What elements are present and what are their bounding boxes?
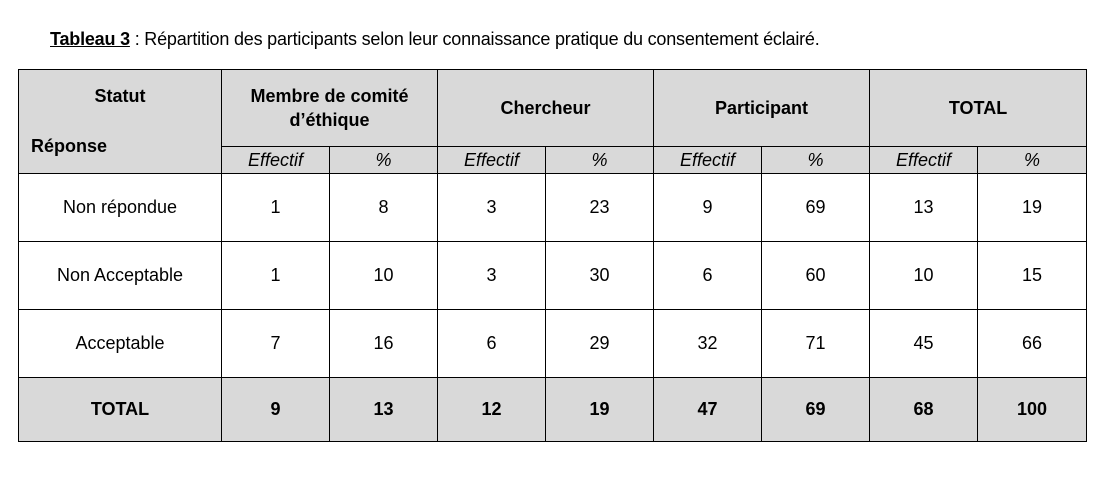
table-cell: 6 bbox=[654, 242, 762, 310]
table-caption-label: Tableau 3 bbox=[50, 29, 130, 49]
total-cell: 68 bbox=[870, 378, 978, 442]
table-cell: 1 bbox=[222, 242, 330, 310]
corner-reponse-label: Réponse bbox=[31, 136, 108, 156]
table-cell: 3 bbox=[438, 242, 546, 310]
table-cell: 19 bbox=[978, 174, 1087, 242]
table-cell: 8 bbox=[330, 174, 438, 242]
table-cell: 60 bbox=[762, 242, 870, 310]
table-cell: 29 bbox=[546, 310, 654, 378]
table-cell: 13 bbox=[870, 174, 978, 242]
subheader-percent: % bbox=[762, 147, 870, 174]
table-cell: 10 bbox=[870, 242, 978, 310]
subheader-percent: % bbox=[330, 147, 438, 174]
total-cell: 12 bbox=[438, 378, 546, 442]
table-row bbox=[19, 242, 1087, 310]
group-header-chercheur: Chercheur bbox=[438, 70, 654, 147]
table-cell: 23 bbox=[546, 174, 654, 242]
table-caption bbox=[50, 29, 820, 50]
subheader-percent: % bbox=[546, 147, 654, 174]
total-cell: 19 bbox=[546, 378, 654, 442]
table-cell: 1 bbox=[222, 174, 330, 242]
table-cell: 7 bbox=[222, 310, 330, 378]
table-row bbox=[19, 174, 1087, 242]
table-cell: 3 bbox=[438, 174, 546, 242]
corner-statut-label: Statut bbox=[94, 86, 146, 106]
subheader-effectif: Effectif bbox=[654, 147, 762, 174]
total-row-label: TOTAL bbox=[19, 378, 222, 442]
table-cell: 15 bbox=[978, 242, 1087, 310]
row-label: Non répondue bbox=[19, 174, 222, 242]
table-cell: 10 bbox=[330, 242, 438, 310]
table-cell: 66 bbox=[978, 310, 1087, 378]
table-cell: 30 bbox=[546, 242, 654, 310]
row-label: Non Acceptable bbox=[19, 242, 222, 310]
total-row bbox=[19, 378, 1087, 442]
total-cell: 9 bbox=[222, 378, 330, 442]
subheader-effectif: Effectif bbox=[438, 147, 546, 174]
total-cell: 47 bbox=[654, 378, 762, 442]
corner-header-cell bbox=[19, 70, 222, 174]
subheader-effectif: Effectif bbox=[222, 147, 330, 174]
row-label: Acceptable bbox=[19, 310, 222, 378]
table-row bbox=[19, 310, 1087, 378]
table-cell: 71 bbox=[762, 310, 870, 378]
total-cell: 100 bbox=[978, 378, 1087, 442]
subheader-effectif: Effectif bbox=[870, 147, 978, 174]
total-cell: 13 bbox=[330, 378, 438, 442]
table-cell: 45 bbox=[870, 310, 978, 378]
subheader-percent: % bbox=[978, 147, 1087, 174]
table-cell: 32 bbox=[654, 310, 762, 378]
total-cell: 69 bbox=[762, 378, 870, 442]
group-header-participant: Participant bbox=[654, 70, 870, 147]
table-cell: 16 bbox=[330, 310, 438, 378]
table-cell: 69 bbox=[762, 174, 870, 242]
table-cell: 9 bbox=[654, 174, 762, 242]
header-row bbox=[19, 70, 1087, 147]
table-caption-text: : Répartition des participants selon leur connaissance pratique du consentement éclairé. bbox=[129, 29, 820, 49]
group-header-total: TOTAL bbox=[870, 70, 1087, 147]
group-header-membre: Membre de comité d’éthique bbox=[222, 70, 438, 147]
data-table bbox=[18, 69, 1087, 442]
table-cell: 6 bbox=[438, 310, 546, 378]
